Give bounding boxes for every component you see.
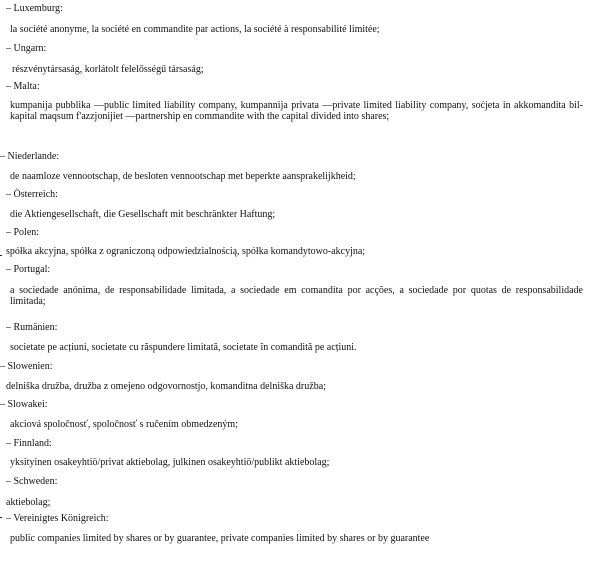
entry-vereinigtes-koenigreich — [0, 513, 589, 544]
country-heading: – Schweden: — [0, 476, 589, 487]
entry-finnland — [0, 438, 589, 468]
entry-ungarn — [0, 43, 589, 75]
entry-polen — [0, 227, 589, 257]
entry-malta — [0, 81, 589, 122]
country-heading: – Malta: — [0, 81, 589, 92]
company-forms-text: részvénytársaság, korlátolt felelősségű társaság; — [12, 64, 204, 75]
entry-rumaenien — [0, 322, 589, 353]
country-heading: – Slowenien: — [0, 361, 589, 372]
company-forms-text: die Aktiengesellschaft, die Gesellschaft mit beschränkter Haftung; — [10, 209, 276, 220]
margin-mark — [0, 517, 2, 518]
country-heading: – Vereinigtes Königreich: — [0, 513, 589, 524]
company-forms-text: akciová spoločnosť, spoločnosť s ručením obmedzeným; — [10, 419, 238, 430]
country-heading: – Portugal: — [0, 264, 589, 275]
company-forms-text: kumpanija pubblika —public limited liability company, kumpannija privata —private limited liability company, soċjeta in akkomandita bil-kapital maqsum f'azzjonijiet —partnership en commandite with the capital divided into shares; — [10, 100, 583, 122]
country-heading: – Finnland: — [0, 438, 589, 449]
country-heading: – Österreich: — [0, 189, 589, 200]
entry-schweden — [0, 476, 589, 508]
company-forms-text: de naamloze vennootschap, de besloten vennootschap met beperkte aansprakelijkheid; — [10, 171, 356, 182]
country-heading: – Polen: — [0, 227, 589, 238]
margin-mark — [0, 255, 2, 256]
country-heading: – Ungarn: — [0, 43, 589, 54]
entry-portugal — [0, 264, 589, 307]
company-forms-text: spółka akcyjna, spółka z ograniczoną odpowiedzialnością, spółka komandytowo-akcyjna; — [6, 246, 366, 257]
country-heading: – Niederlande: — [0, 151, 589, 162]
country-heading: – Slowakei: — [0, 399, 589, 410]
company-forms-text: public companies limited by shares or by guarantee, private companies limited by shares or by guarantee — [10, 533, 430, 544]
company-forms-text: la société anonyme, la société en commandite par actions, la société à responsabilité limitée; — [10, 24, 380, 35]
company-forms-text: yksityinen osakeyhtiö/privat aktiebolag, julkinen osakeyhtiö/publikt aktiebolag; — [10, 457, 330, 468]
country-heading: – Rumänien: — [0, 322, 589, 333]
company-forms-text: societate pe acțiuni, societate cu răspundere limitată, societate în comandită pe acțiuni. — [10, 342, 357, 353]
company-forms-text: delniška družba, družba z omejeno odgovornostjo, komanditna delniška družba; — [6, 381, 326, 392]
company-forms-text: a sociedade anónima, de responsabilidade limitada, a sociedade em comandita por acções, a sociedade por quotas de responsabilidade limitada; — [10, 285, 583, 307]
country-heading: – Luxemburg: — [0, 3, 589, 14]
entry-luxemburg — [0, 3, 589, 35]
company-forms-text: aktiebolag; — [6, 497, 51, 508]
entry-niederlande — [0, 151, 589, 182]
entry-slowakei — [0, 399, 589, 430]
entry-slowenien — [0, 361, 589, 392]
entry-oesterreich — [0, 189, 589, 220]
